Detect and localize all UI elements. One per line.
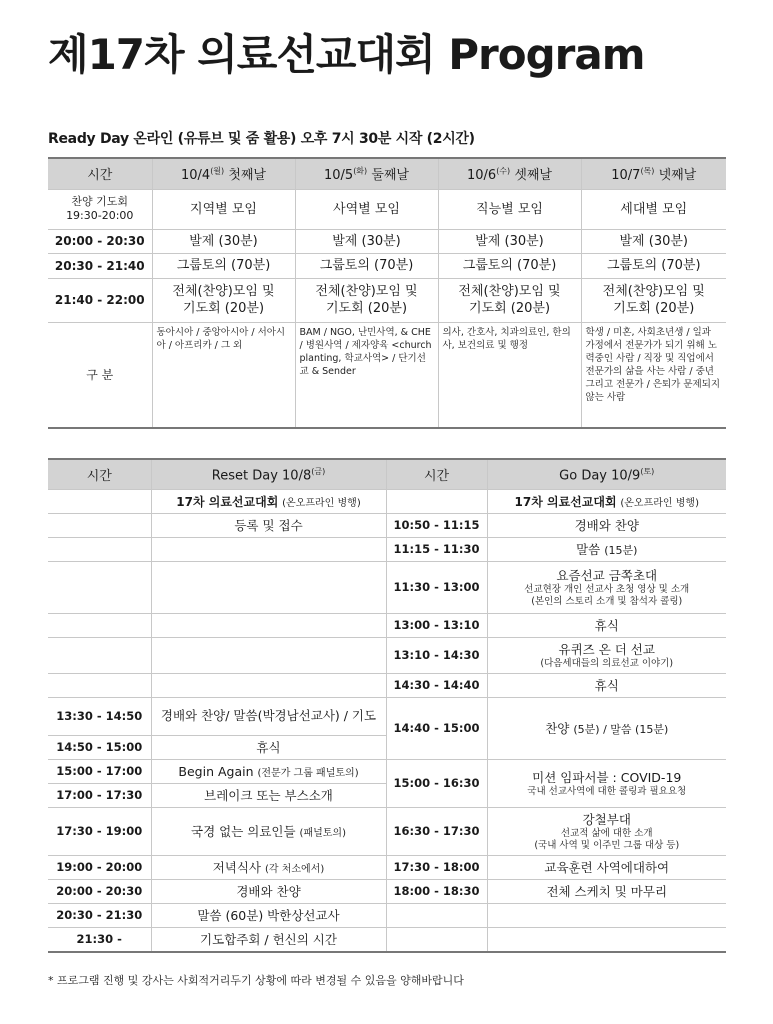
schedule-cell: 전체(찬양)모임 및 기도회 (20분) (438, 278, 581, 322)
table-row (48, 879, 726, 903)
reset-event: 등록 및 접수 (151, 513, 386, 537)
reset-time: 19:00 - 20:00 (48, 855, 151, 879)
go-day-subheader: 17차 의료선교대회 (온오프라인 병행) (487, 489, 726, 513)
reset-time: 21:30 - (48, 927, 151, 952)
table-row (48, 759, 726, 783)
time-cell: 20:30 - 21:40 (48, 253, 152, 278)
schedule-cell: 그룹토의 (70분) (438, 253, 581, 278)
table-row (48, 697, 726, 735)
header-day-3: $10/6^{(수)}$ 셋째날 (438, 158, 581, 189)
go-event: 미션 임파서블 : COVID-19 국내 선교사역에 대한 콜링과 필요요청 (487, 759, 726, 807)
schedule-cell: 직능별 모임 (438, 189, 581, 229)
header-time: 시간 (48, 158, 152, 189)
go-event: 휴식 (487, 613, 726, 637)
reset-event: 국경 없는 의료인들 (패널토의) (151, 807, 386, 855)
header-time-2: 시간 (386, 459, 487, 489)
division-note: 학생 / 미혼, 사회초년생 / 일과 가정에서 전문가가 되기 위해 노력중인 사람 / 직장 및 직업에서 전문가의 삶을 사는 사람 / 중년 그리고 전문가 / 은퇴가 문제되지 않는 사람 (581, 322, 726, 428)
go-time: 10:50 - 11:15 (386, 513, 487, 537)
schedule-cell: 발제 (30분) (152, 229, 295, 253)
reset-event: 경배와 찬양/ 말씀(박경남선교사) / 기도 (151, 697, 386, 735)
go-time: 15:00 - 16:30 (386, 759, 487, 807)
main-days-table (48, 458, 726, 953)
table-row (48, 613, 726, 637)
table-row (48, 673, 726, 697)
go-time: 16:30 - 17:30 (386, 807, 487, 855)
go-time: 17:30 - 18:00 (386, 855, 487, 879)
reset-time: 14:50 - 15:00 (48, 735, 151, 759)
division-row (48, 322, 726, 428)
table-row (48, 229, 726, 253)
header-day-1: $10/4^{(월)}$ 첫째날 (152, 158, 295, 189)
time-cell: 찬양 기도회 19:30-20:00 (48, 189, 152, 229)
time-cell: 21:40 - 22:00 (48, 278, 152, 322)
header-go-day: Go Day $10/9^{(토)}$ (487, 459, 726, 489)
division-note: 동아시아 / 중앙아시아 / 서아시아 / 아프리카 / 그 외 (152, 322, 295, 428)
go-time: 11:30 - 13:00 (386, 561, 487, 613)
table-row (48, 903, 726, 927)
ready-day-header-row (48, 158, 726, 189)
footer-note: * 프로그램 진행 및 강사는 사회적거리두기 상황에 따라 변경될 수 있음을 양해바랍니다 (48, 974, 464, 987)
reset-event: 경배와 찬양 (151, 879, 386, 903)
go-event: 요즘선교 금쪽초대 선교현장 개인 선교사 초청 영상 및 소개 (본인의 스토리 소개 및 참석자 콜링) (487, 561, 726, 613)
schedule-cell: 지역별 모임 (152, 189, 295, 229)
table-row (48, 807, 726, 855)
header-time: 시간 (48, 459, 151, 489)
schedule-cell: 발제 (30분) (581, 229, 726, 253)
reset-event: 휴식 (151, 735, 386, 759)
schedule-cell: 발제 (30분) (438, 229, 581, 253)
go-time: 13:10 - 14:30 (386, 637, 487, 673)
schedule-cell: 그룹토의 (70분) (581, 253, 726, 278)
schedule-cell: 그룹토의 (70분) (152, 253, 295, 278)
table-row (48, 278, 726, 322)
table-row (48, 561, 726, 613)
division-note: BAM / NGO, 난민사역, & CHE / 병원사역 / 제자양육 <church planting, 학교사역> / 단기선교 & Sender (295, 322, 438, 428)
table-row (48, 927, 726, 952)
reset-time: 13:30 - 14:50 (48, 697, 151, 735)
reset-event: 저녁식사 (각 처소에서) (151, 855, 386, 879)
division-note: 의사, 간호사, 치과의료인, 한의사, 보건의료 및 행정 (438, 322, 581, 428)
table-row (48, 513, 726, 537)
reset-time: 17:30 - 19:00 (48, 807, 151, 855)
schedule-cell: 전체(찬양)모임 및 기도회 (20분) (295, 278, 438, 322)
time-cell: 20:00 - 20:30 (48, 229, 152, 253)
division-label: 구 분 (48, 322, 152, 428)
go-time: 11:15 - 11:30 (386, 537, 487, 561)
header-reset-day: Reset Day $10/8^{(금)}$ (151, 459, 386, 489)
schedule-cell: 전체(찬양)모임 및 기도회 (20분) (581, 278, 726, 322)
reset-time: 15:00 - 17:00 (48, 759, 151, 783)
header-day-2: $10/5^{(화)}$ 둘째날 (295, 158, 438, 189)
go-event: 교육훈련 사역에대하여 (487, 855, 726, 879)
go-event: 말씀 (15분) (487, 537, 726, 561)
go-event: 강철부대 선교적 삶에 대한 소개 (국내 사역 및 이주민 그룹 대상 등) (487, 807, 726, 855)
table-row (48, 253, 726, 278)
schedule-cell: 발제 (30분) (295, 229, 438, 253)
header-day-4: $10/7^{(목)}$ 넷째날 (581, 158, 726, 189)
table-row (48, 189, 726, 229)
go-time: 14:30 - 14:40 (386, 673, 487, 697)
go-event: 유퀴즈 온 더 선교 (다음세대들의 의료선교 이야기) (487, 637, 726, 673)
subheader-row (48, 489, 726, 513)
reset-day-subheader: 17차 의료선교대회 (온오프라인 병행) (151, 489, 386, 513)
schedule-cell: 세대별 모임 (581, 189, 726, 229)
table-row (48, 537, 726, 561)
reset-time: 20:30 - 21:30 (48, 903, 151, 927)
go-time: 14:40 - 15:00 (386, 697, 487, 759)
go-time: 13:00 - 13:10 (386, 613, 487, 637)
ready-day-subtitle: Ready Day 온라인 (유튜브 및 줌 활용) 오후 7시 30분 시작 (2시간) (48, 131, 475, 147)
schedule-cell: 그룹토의 (70분) (295, 253, 438, 278)
go-event: 찬양 (5분) / 말씀 (15분) (487, 697, 726, 759)
go-event: 경배와 찬양 (487, 513, 726, 537)
reset-event: 말씀 (60분) 박한상선교사 (151, 903, 386, 927)
reset-event: 기도합주회 / 헌신의 시간 (151, 927, 386, 952)
reset-event: 브레이크 또는 부스소개 (151, 783, 386, 807)
table-row (48, 637, 726, 673)
schedule-cell: 전체(찬양)모임 및 기도회 (20분) (152, 278, 295, 322)
main-header-row (48, 459, 726, 489)
schedule-cell: 사역별 모임 (295, 189, 438, 229)
page-title: 제17차 의료선교대회 Program (48, 30, 645, 79)
ready-day-table (48, 157, 726, 429)
table-row (48, 855, 726, 879)
reset-time: 17:00 - 17:30 (48, 783, 151, 807)
go-event: 휴식 (487, 673, 726, 697)
go-event: 전체 스케치 및 마무리 (487, 879, 726, 903)
go-time: 18:00 - 18:30 (386, 879, 487, 903)
reset-time: 20:00 - 20:30 (48, 879, 151, 903)
reset-event: Begin Again (전문가 그룹 패널토의) (151, 759, 386, 783)
